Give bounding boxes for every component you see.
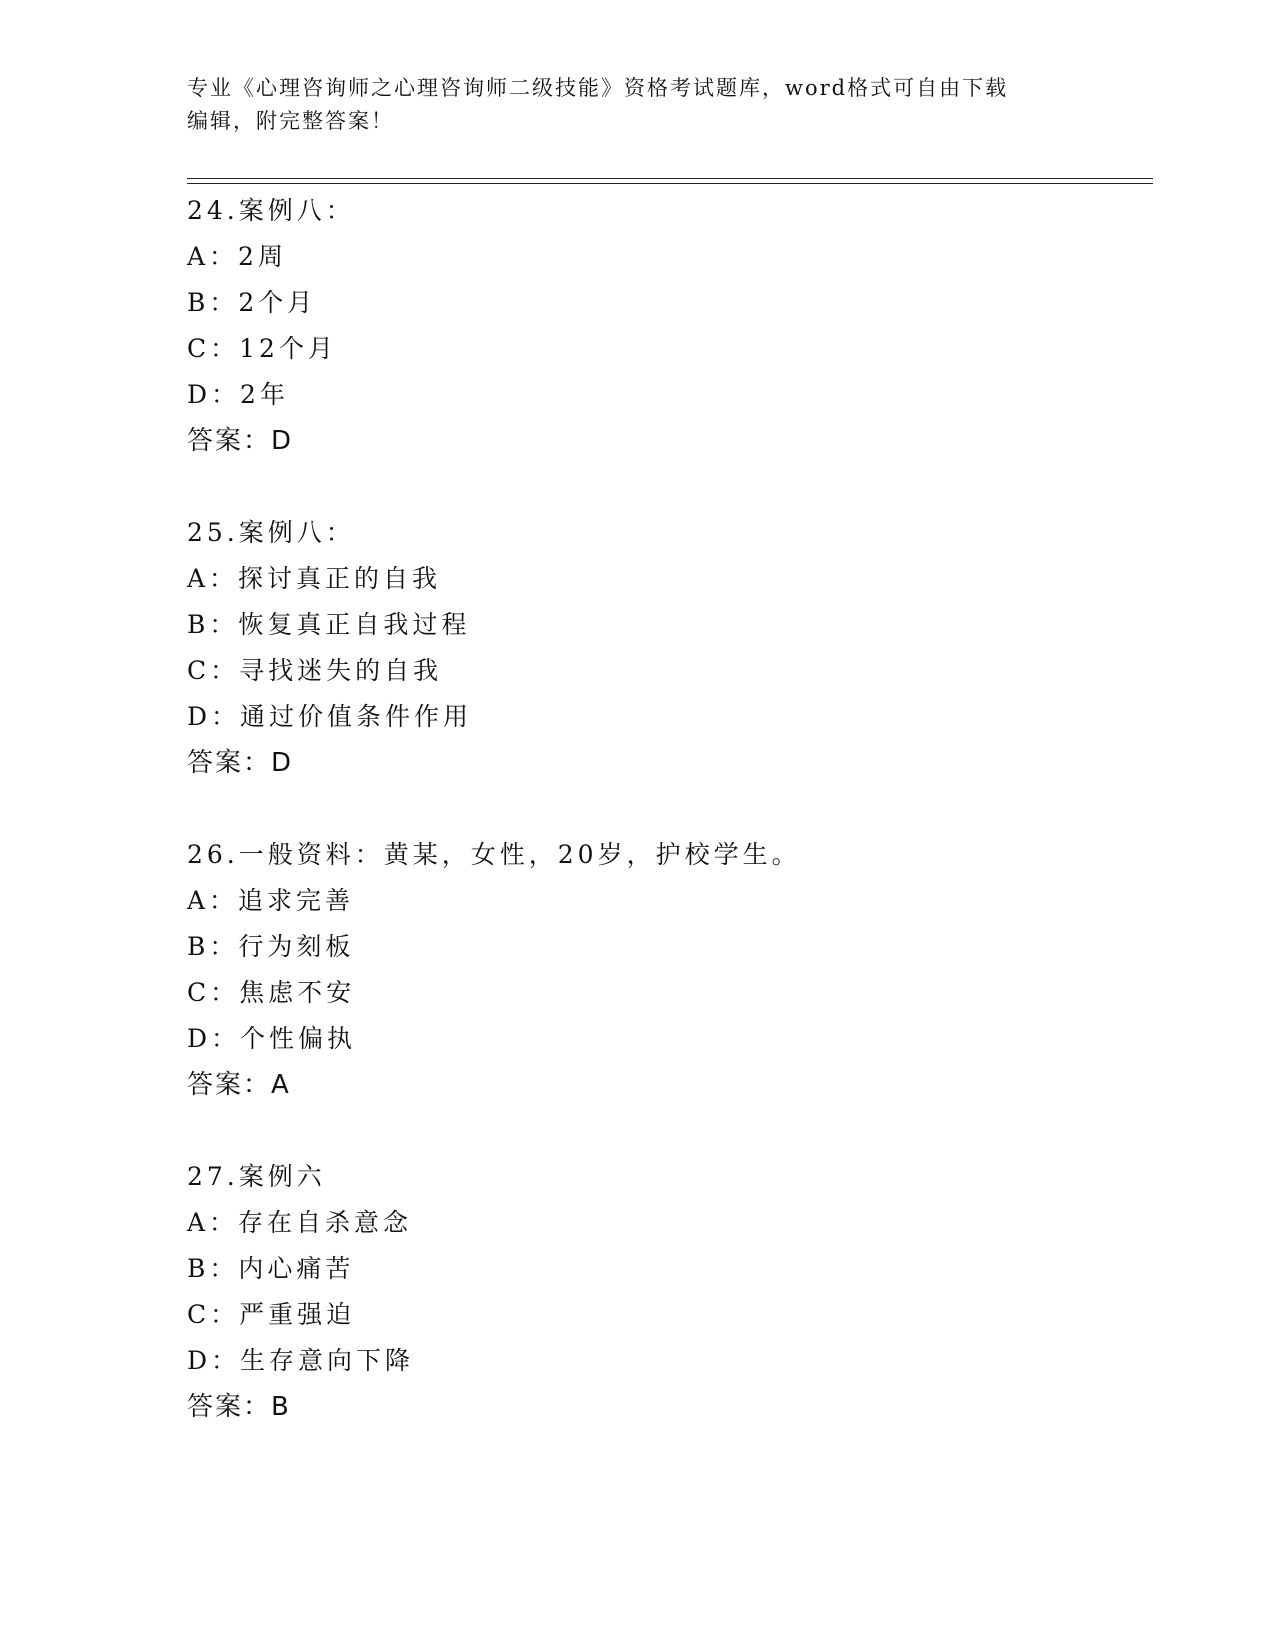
question-25 xyxy=(187,510,1147,786)
option-a: A：存在自杀意念 xyxy=(187,1208,413,1237)
question-stem: 24.案例八： xyxy=(187,196,355,225)
answer: 答案：D xyxy=(187,748,294,778)
answer: 答案：B xyxy=(187,1392,291,1422)
option-b: B：恢复真正自我过程 xyxy=(187,610,471,639)
header-rule-top xyxy=(187,178,1153,179)
option-a: A：2周 xyxy=(187,242,287,271)
option-a: A：追求完善 xyxy=(187,886,355,915)
question-stem: 26.一般资料：黄某，女性，20岁，护校学生。 xyxy=(187,840,801,869)
header-line-1: 专业《心理咨询师之心理咨询师二级技能》资格考试题库，word格式可自由下载 xyxy=(187,76,1009,100)
question-26 xyxy=(187,832,1147,1108)
question-24 xyxy=(187,188,1147,464)
option-d: D：生存意向下降 xyxy=(187,1346,415,1375)
option-c: C：12个月 xyxy=(187,334,337,363)
option-c: C：焦虑不安 xyxy=(187,978,356,1007)
option-b: B：行为刻板 xyxy=(187,932,355,961)
header-rule-bottom xyxy=(187,183,1153,184)
header-line-2: 编辑，附完整答案！ xyxy=(187,109,394,133)
answer: 答案：D xyxy=(187,426,294,456)
option-c: C：寻找迷失的自我 xyxy=(187,656,443,685)
document-header xyxy=(187,72,1067,138)
option-b: B：2个月 xyxy=(187,288,317,317)
question-list xyxy=(187,188,1147,1430)
question-27 xyxy=(187,1154,1147,1430)
option-d: D：通过价值条件作用 xyxy=(187,702,473,731)
option-d: D：2年 xyxy=(187,380,289,409)
answer: 答案：A xyxy=(187,1070,291,1100)
option-c: C：严重强迫 xyxy=(187,1300,356,1329)
question-stem: 27.案例六 xyxy=(187,1162,326,1191)
option-a: A：探讨真正的自我 xyxy=(187,564,442,593)
option-d: D：个性偏执 xyxy=(187,1024,357,1053)
option-b: B：内心痛苦 xyxy=(187,1254,355,1283)
question-stem: 25.案例八： xyxy=(187,518,355,547)
